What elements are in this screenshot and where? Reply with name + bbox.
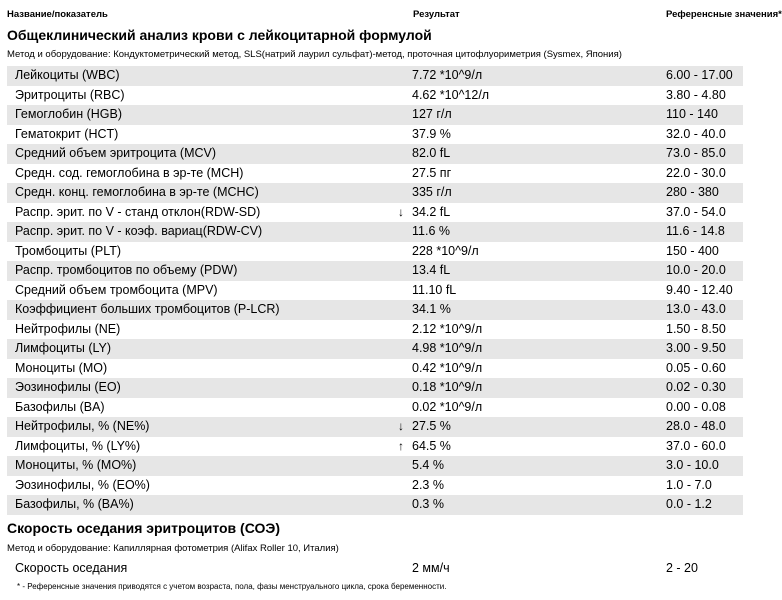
result-reference: 6.00 - 17.00 xyxy=(666,68,733,82)
result-name: Нейтрофилы (NE) xyxy=(15,321,121,336)
result-reference: 0.00 - 0.08 xyxy=(666,399,726,414)
result-reference: 1.0 - 7.0 xyxy=(666,477,712,492)
column-header-reference: Референсные значения* xyxy=(666,9,782,20)
result-value: 0.3 % xyxy=(412,497,444,511)
result-reference: 3.0 - 10.0 xyxy=(666,458,719,472)
esr-section-title: Скорость оседания эритроцитов (СОЭ) xyxy=(7,520,280,536)
result-name: Лимфоциты, % (LY%) xyxy=(15,438,141,453)
result-name: Эозинофилы (EO) xyxy=(15,380,121,394)
result-name: Средн. сод. гемоглобина в эр-те (MCH) xyxy=(15,165,244,180)
table-row xyxy=(7,261,743,281)
cbc-method-note: Метод и оборудование: Кондуктометрический метод, SLS(натрий лаурил сульфат)-метод, проточная цитофлуориметрия (Sysmex, Япония) xyxy=(7,49,622,60)
result-reference: 13.0 - 43.0 xyxy=(666,302,726,316)
result-value: 37.9 % xyxy=(412,126,451,141)
result-value: 4.62 *10^12/л xyxy=(412,87,490,102)
result-reference: 3.80 - 4.80 xyxy=(666,87,726,102)
result-value: 5.4 % xyxy=(412,458,444,472)
table-row xyxy=(7,86,743,106)
table-row xyxy=(7,164,743,184)
cbc-results-table xyxy=(7,66,743,515)
result-value: 335 г/л xyxy=(412,185,452,199)
result-name: Базофилы (BA) xyxy=(15,399,105,414)
result-name: Средн. конц. гемоглобина в эр-те (MCHC) xyxy=(15,185,259,199)
table-row xyxy=(7,378,743,398)
result-name: Средний объем эритроцита (MCV) xyxy=(15,146,217,160)
table-row xyxy=(7,66,743,86)
result-name: Распр. тромбоцитов по объему (PDW) xyxy=(15,263,238,277)
table-row xyxy=(7,320,743,340)
table-row xyxy=(7,281,743,301)
table-row xyxy=(7,437,743,457)
result-name: Моноциты (MO) xyxy=(15,360,108,375)
table-row xyxy=(7,222,743,242)
esr-result-row xyxy=(7,559,743,579)
result-reference: 11.6 - 14.8 xyxy=(666,224,725,238)
result-name: Нейтрофилы, % (NE%) xyxy=(15,419,150,433)
abnormal-flag-icon: ↓ xyxy=(398,204,404,219)
table-row xyxy=(7,339,743,359)
result-reference: 0.0 - 1.2 xyxy=(666,497,712,511)
esr-method-note: Метод и оборудование: Капиллярная фотометрия (Alifax Roller 10, Италия) xyxy=(7,543,339,554)
result-value: 2.12 *10^9/л xyxy=(412,321,483,336)
result-name: Базофилы, % (BA%) xyxy=(15,497,134,511)
result-value: 0.02 *10^9/л xyxy=(412,399,483,414)
table-row xyxy=(7,417,743,437)
result-value: 0.42 *10^9/л xyxy=(412,360,483,375)
result-name: Лимфоциты (LY) xyxy=(15,341,112,355)
result-reference: 37.0 - 54.0 xyxy=(666,204,726,219)
result-value: 11.6 % xyxy=(412,224,450,238)
table-row xyxy=(7,495,743,515)
result-name: Скорость оседания xyxy=(15,561,128,575)
result-name: Гемоглобин (HGB) xyxy=(15,107,123,121)
table-row xyxy=(7,476,743,496)
result-value: 64.5 % xyxy=(412,438,451,453)
result-value: 2.3 % xyxy=(412,477,444,492)
table-row xyxy=(7,456,743,476)
table-row xyxy=(7,359,743,379)
column-header-name: Название/показатель xyxy=(7,9,108,20)
result-reference: 73.0 - 85.0 xyxy=(666,146,726,160)
result-value: 27.5 % xyxy=(412,419,451,433)
result-reference: 2 - 20 xyxy=(666,561,698,575)
result-reference: 9.40 - 12.40 xyxy=(666,282,733,297)
table-row xyxy=(7,125,743,145)
table-row xyxy=(7,105,743,125)
result-name: Лейкоциты (WBC) xyxy=(15,68,120,82)
result-value: 13.4 fL xyxy=(412,263,451,277)
result-value: 34.1 % xyxy=(412,302,451,316)
table-row xyxy=(7,242,743,262)
result-name: Моноциты, % (MO%) xyxy=(15,458,137,472)
table-row xyxy=(7,203,743,223)
result-value: 228 *10^9/л xyxy=(412,243,479,258)
result-reference: 3.00 - 9.50 xyxy=(666,341,726,355)
result-reference: 32.0 - 40.0 xyxy=(666,126,726,141)
cbc-section-title: Общеклинический анализ крови с лейкоцитарной формулой xyxy=(7,27,432,43)
result-value: 2 мм/ч xyxy=(412,561,450,575)
result-value: 82.0 fL xyxy=(412,146,451,160)
result-name: Эритроциты (RBC) xyxy=(15,87,125,102)
result-name: Распр. эрит. по V - станд отклон(RDW-SD) xyxy=(15,204,261,219)
result-reference: 110 - 140 xyxy=(666,107,718,121)
result-reference: 280 - 380 xyxy=(666,185,719,199)
result-value: 4.98 *10^9/л xyxy=(412,341,483,355)
result-reference: 0.05 - 0.60 xyxy=(666,360,726,375)
table-row xyxy=(7,183,743,203)
abnormal-flag-icon: ↓ xyxy=(398,419,404,433)
result-reference: 1.50 - 8.50 xyxy=(666,321,726,336)
result-name: Эозинофилы, % (EO%) xyxy=(15,477,150,492)
footnote: * - Референсные значения приводятся с учетом возраста, пола, фазы менструального цикла, срока беременности. xyxy=(17,582,447,591)
abnormal-flag-icon: ↑ xyxy=(398,438,404,453)
table-row xyxy=(7,144,743,164)
result-name: Гематокрит (HCT) xyxy=(15,126,119,141)
table-row xyxy=(7,398,743,418)
table-row xyxy=(7,300,743,320)
result-reference: 28.0 - 48.0 xyxy=(666,419,726,433)
result-name: Тромбоциты (PLT) xyxy=(15,243,122,258)
result-value: 11.10 fL xyxy=(412,282,457,297)
result-value: 7.72 *10^9/л xyxy=(412,68,483,82)
result-name: Распр. эрит. по V - коэф. вариац(RDW-CV) xyxy=(15,224,263,238)
result-reference: 0.02 - 0.30 xyxy=(666,380,726,394)
result-name: Средний объем тромбоцита (MPV) xyxy=(15,282,218,297)
column-header-result: Результат xyxy=(413,9,460,20)
result-value: 127 г/л xyxy=(412,107,452,121)
result-reference: 150 - 400 xyxy=(666,243,719,258)
result-reference: 37.0 - 60.0 xyxy=(666,438,726,453)
result-value: 34.2 fL xyxy=(412,204,451,219)
result-value: 0.18 *10^9/л xyxy=(412,380,483,394)
result-reference: 10.0 - 20.0 xyxy=(666,263,726,277)
result-reference: 22.0 - 30.0 xyxy=(666,165,726,180)
result-name: Коэффициент больших тромбоцитов (P-LCR) xyxy=(15,302,280,316)
result-value: 27.5 пг xyxy=(412,165,452,180)
